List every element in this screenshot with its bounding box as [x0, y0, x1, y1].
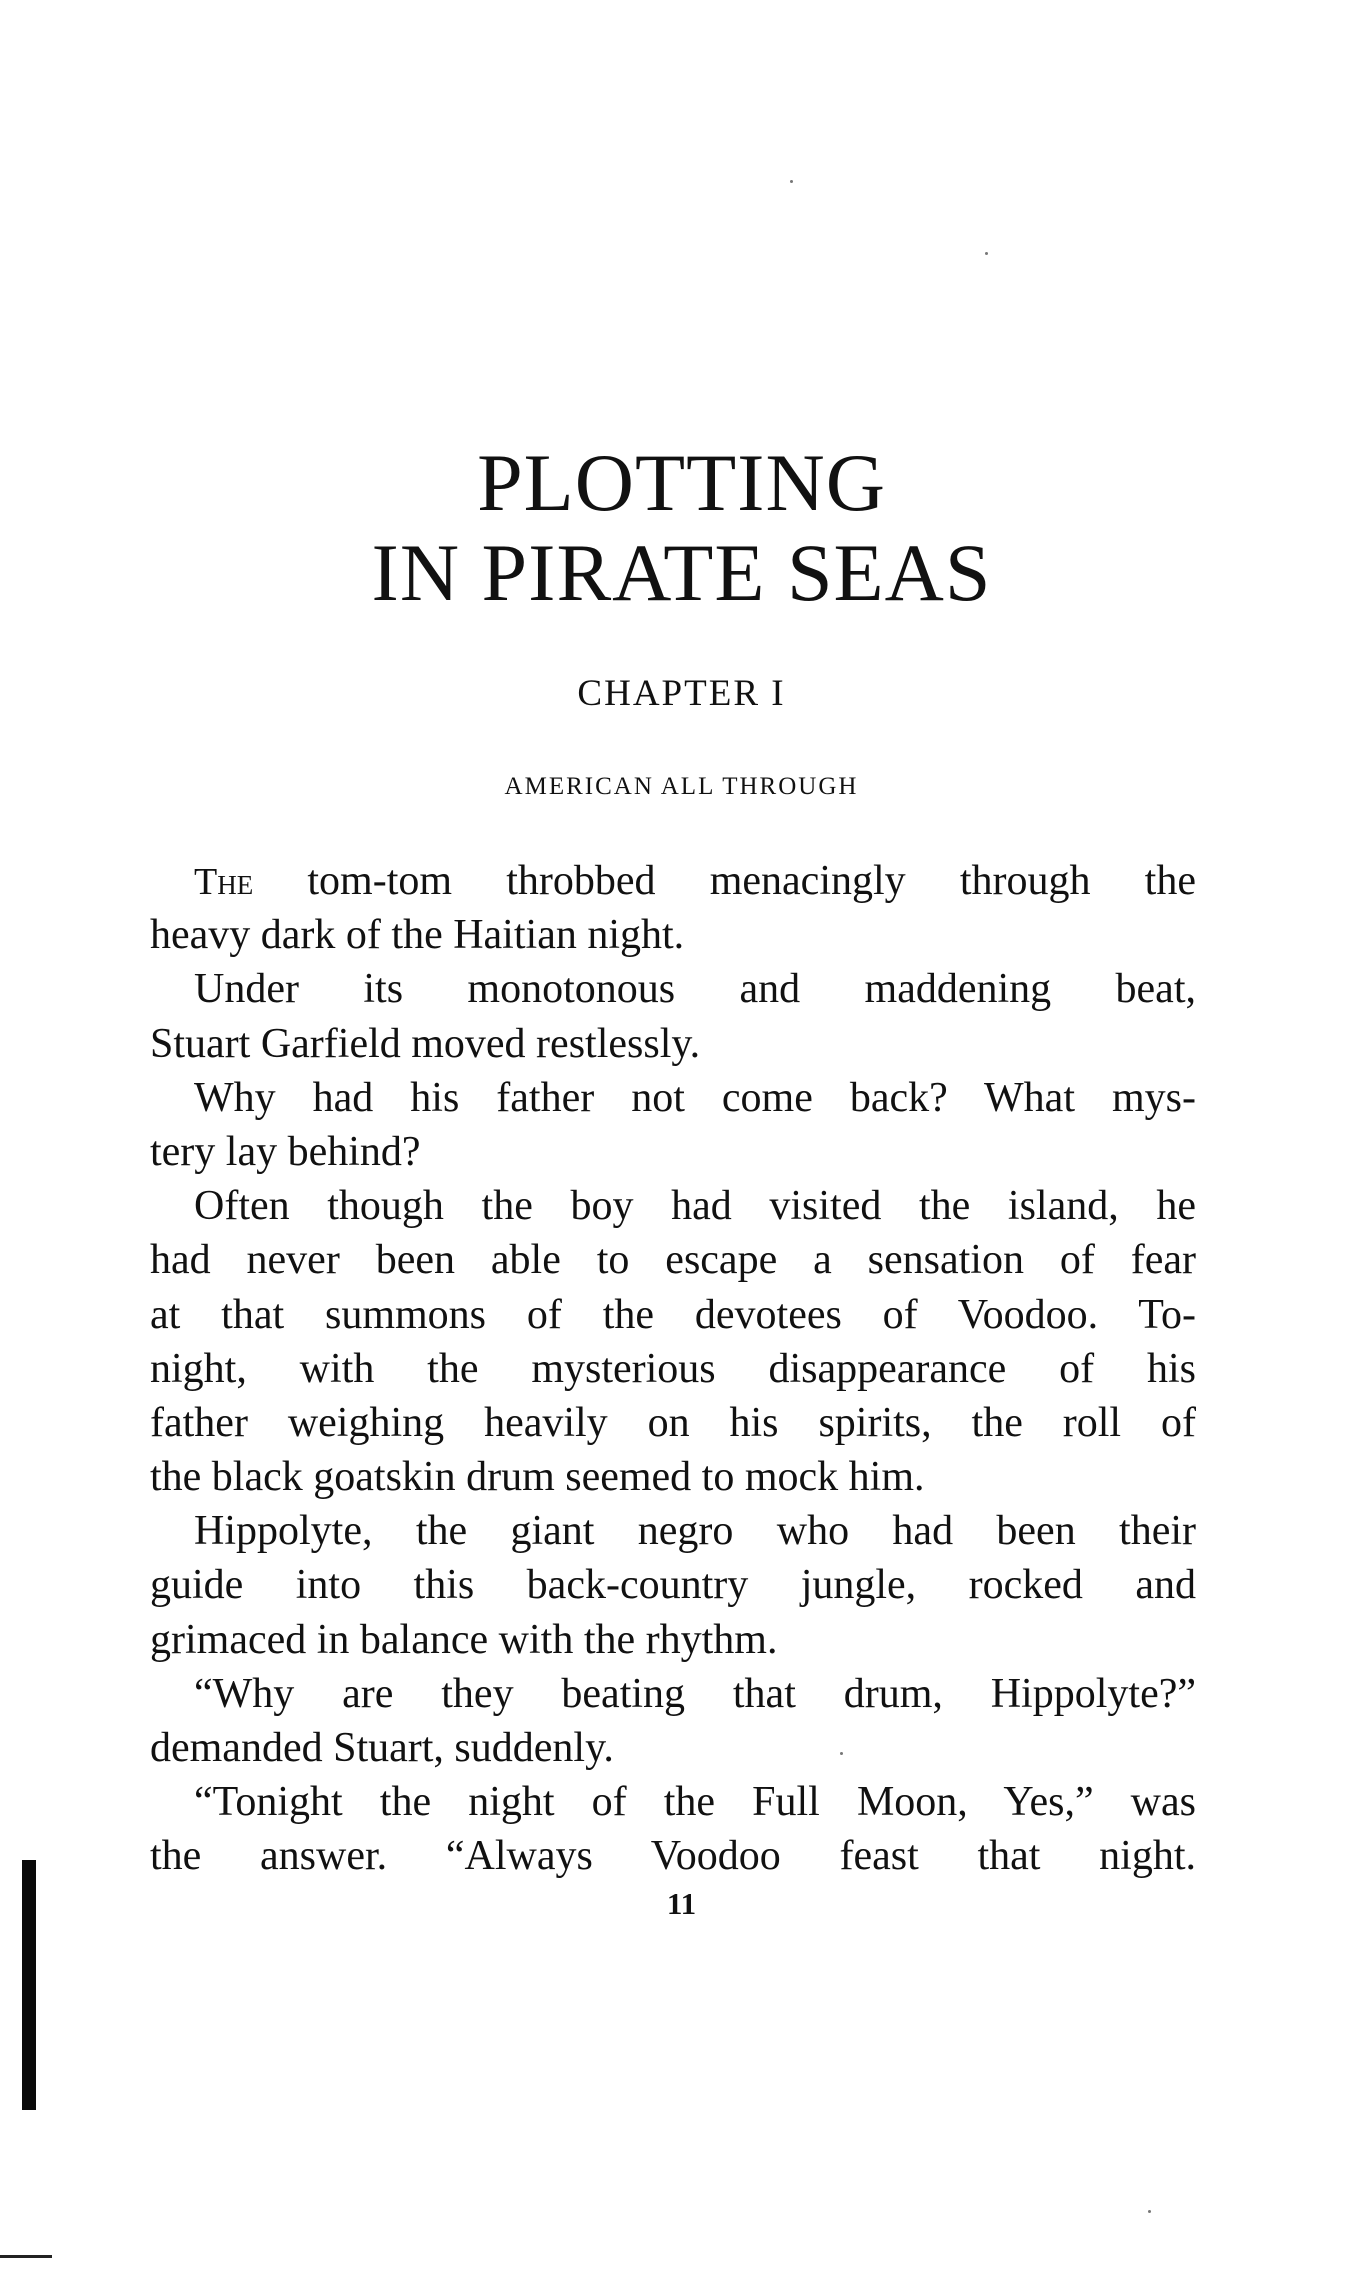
body-line: Often though the boy had visited the island, he	[194, 1183, 1196, 1230]
lead-word: The	[194, 861, 254, 903]
body-line: “Why are they beating that drum, Hippolyte?”	[194, 1670, 1196, 1717]
book-title-line-1: PLOTTING	[477, 437, 886, 528]
body-line: the answer. “Always Voodoo feast that night.	[150, 1833, 1196, 1880]
body-line: father weighing heavily on his spirits, the roll of	[150, 1399, 1196, 1446]
scan-speck	[840, 1752, 843, 1755]
body-line: guide into this back-country jungle, rocked and	[150, 1562, 1196, 1609]
scan-speck	[790, 180, 793, 183]
body-line: Under its monotonous and maddening beat,	[194, 966, 1196, 1013]
body-line: grimaced in balance with the rhythm.	[150, 1616, 778, 1663]
body-line: the black goatskin drum seemed to mock him.	[150, 1454, 925, 1501]
scan-speck	[1148, 2210, 1151, 2213]
scan-speck	[985, 252, 988, 255]
body-line	[150, 854, 1196, 908]
body-line: night, with the mysterious disappearance of his	[150, 1345, 1196, 1392]
body-line: tery lay behind?	[150, 1128, 421, 1175]
body-line-text: tom-tom throbbed menacingly through the	[253, 858, 1196, 904]
body-line: had never been able to escape a sensation of fear	[150, 1237, 1196, 1284]
body-line: “Tonight the night of the Full Moon, Yes,” was	[194, 1779, 1196, 1826]
scan-edge-mark	[22, 1860, 36, 2110]
book-title-line-2: IN PIRATE SEAS	[371, 527, 992, 618]
page-number: 11	[666, 1886, 697, 1921]
body-line: at that summons of the devotees of Voodoo. To-	[150, 1291, 1196, 1338]
body-line: Hippolyte, the giant negro who had been their	[194, 1508, 1196, 1555]
body-line: Why had his father not come back? What mys-	[194, 1074, 1196, 1121]
body-line: Stuart Garfield moved restlessly.	[150, 1020, 701, 1067]
scan-edge-dash	[0, 2255, 52, 2258]
body-line: demanded Stuart, suddenly.	[150, 1725, 614, 1771]
chapter-body	[150, 854, 1196, 1884]
chapter-heading: CHAPTER I	[577, 673, 786, 714]
chapter-subtitle: AMERICAN ALL THROUGH	[504, 773, 859, 800]
body-line: heavy dark of the Haitian night.	[150, 912, 685, 959]
